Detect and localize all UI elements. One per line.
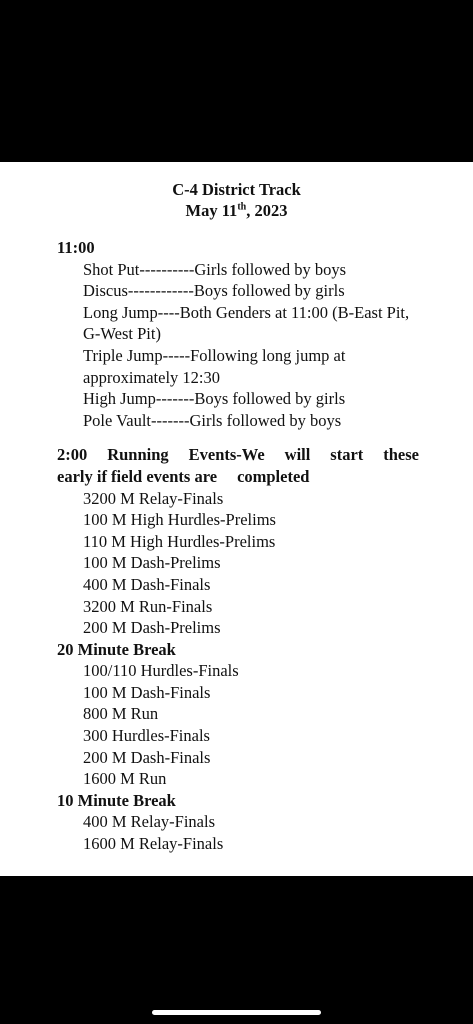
heading-part: early if field events are xyxy=(57,466,218,486)
field-events-time: 11:00 xyxy=(57,238,95,257)
running-event-item: 100 M High Hurdles-Prelims xyxy=(83,510,276,530)
document-page xyxy=(0,162,473,876)
field-event-item: Long Jump----Both Genders at 11:00 (B-East Pit, G-West Pit) xyxy=(83,302,410,344)
break-1-item: 200 M Dash-Finals xyxy=(83,747,211,767)
document-date xyxy=(0,200,473,221)
break-2-label: 10 Minute Break xyxy=(57,790,176,810)
running-events-heading: 2:00 Running Events-We will start these xyxy=(57,445,419,465)
field-event-item: Pole Vault-------Girls followed by boys xyxy=(83,410,342,430)
break-1-item: 800 M Run xyxy=(83,704,159,724)
running-events-heading-cont xyxy=(57,466,419,488)
running-event-item: 110 M High Hurdles-Prelims xyxy=(83,531,276,551)
running-event-item: 200 M Dash-Prelims xyxy=(83,618,221,638)
field-event-item: Discus------------Boys followed by girls xyxy=(83,281,345,301)
heading-part: completed xyxy=(237,466,310,486)
break-1-item: 100/110 Hurdles-Finals xyxy=(83,661,239,681)
running-event-item: 100 M Dash-Prelims xyxy=(83,553,221,573)
field-event-item: High Jump-------Boys followed by girls xyxy=(83,389,346,409)
running-event-item: 400 M Dash-Finals xyxy=(83,574,211,594)
break-1-item: 300 Hurdles-Finals xyxy=(83,726,210,746)
break-1-label: 20 Minute Break xyxy=(57,639,176,659)
document-title: C-4 District Track xyxy=(172,180,301,199)
schedule xyxy=(57,237,419,855)
break-2-item: 400 M Relay-Finals xyxy=(83,812,215,832)
running-event-item: 3200 M Run-Finals xyxy=(83,596,213,616)
date-year: , 2023 xyxy=(246,201,288,220)
field-event-item: Shot Put----------Girls followed by boys xyxy=(83,259,347,279)
break-1-item: 1600 M Run xyxy=(83,769,167,789)
date-main: May 11 xyxy=(185,201,238,220)
running-event-item: 3200 M Relay-Finals xyxy=(83,488,224,508)
field-event-item: Triple Jump-----Following long jump at approximately 12:30 xyxy=(83,345,346,387)
break-1-item: 100 M Dash-Finals xyxy=(83,682,211,702)
date-suffix: th xyxy=(237,201,247,213)
home-indicator[interactable] xyxy=(152,1010,321,1015)
break-2-item: 1600 M Relay-Finals xyxy=(83,834,224,854)
